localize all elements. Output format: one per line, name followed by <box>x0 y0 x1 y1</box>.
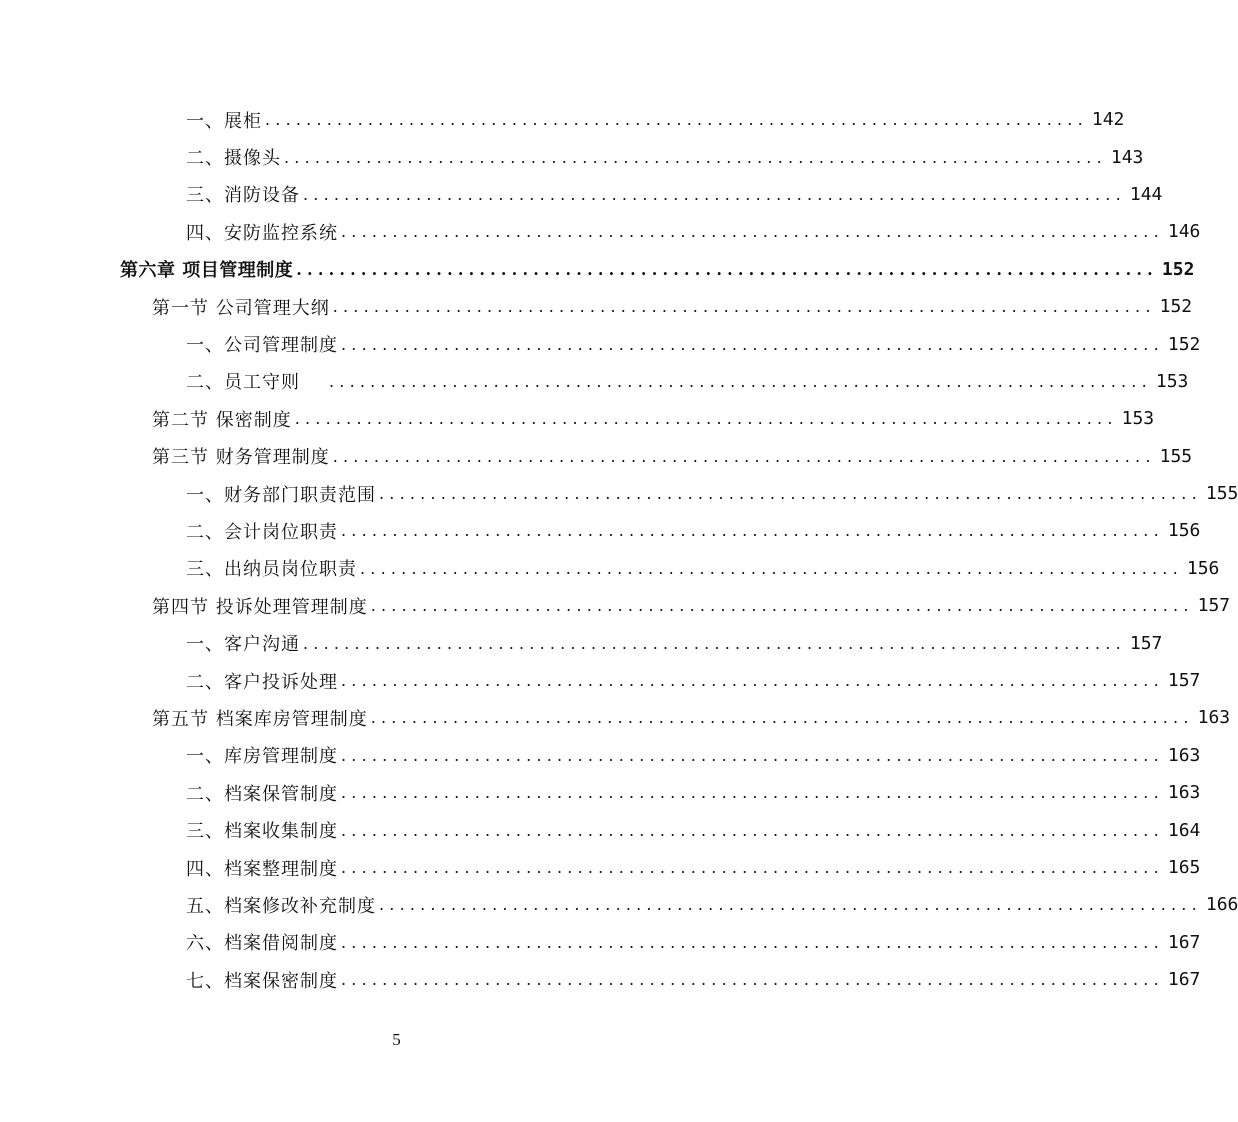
toc-entry[interactable] <box>0 849 1201 886</box>
toc-chapter-title: 第六章 项目管理制度 <box>120 260 294 282</box>
dot-leader: ................................................................................ <box>296 259 1158 279</box>
toc-entry[interactable] <box>0 138 1144 175</box>
dot-leader: ................................................................................ <box>341 521 1164 541</box>
toc-entry[interactable] <box>0 774 1201 811</box>
toc-entry-page: 167 <box>1167 931 1201 953</box>
toc-entry-page: 146 <box>1167 221 1201 243</box>
toc-entry-page: 165 <box>1167 857 1201 878</box>
toc-entry-page: 157 <box>1167 670 1201 692</box>
toc-entry[interactable] <box>0 550 1220 587</box>
toc-chapter-entry[interactable] <box>0 251 1195 288</box>
toc-entry-page: 152 <box>1167 333 1201 355</box>
dot-leader: ................................................................................ <box>370 708 1194 728</box>
toc-entry-page: 152 <box>1161 258 1195 280</box>
dot-leader: ................................................................................ <box>341 222 1164 242</box>
table-of-contents <box>0 101 1238 998</box>
toc-section-entry[interactable] <box>0 587 1231 624</box>
dot-leader: ................................................................................ <box>360 558 1183 578</box>
toc-entry-page: 163 <box>1167 744 1201 766</box>
toc-entry-title: 四、安防监控系统 <box>186 222 338 244</box>
toc-entry[interactable] <box>0 363 1189 400</box>
toc-section-title: 第四节 投诉处理管理制度 <box>152 596 368 618</box>
toc-entry-title: 七、档案保密制度 <box>186 970 338 992</box>
dot-leader: ................................................................................ <box>303 633 1126 653</box>
toc-entry-title: 二、客户投诉处理 <box>186 671 338 693</box>
toc-entry-title: 一、财务部门职责范围 <box>186 484 376 506</box>
toc-entry[interactable] <box>0 176 1163 213</box>
dot-leader: ................................................................................ <box>329 371 1152 391</box>
toc-section-entry[interactable] <box>0 699 1231 736</box>
toc-entry-page: 164 <box>1167 819 1201 841</box>
toc-section-entry[interactable] <box>0 400 1155 437</box>
dot-leader: ................................................................................ <box>332 297 1156 317</box>
dot-leader: ................................................................................ <box>370 596 1194 616</box>
toc-entry-page: 142 <box>1091 109 1125 131</box>
toc-section-title: 第五节 档案库房管理制度 <box>152 708 368 730</box>
dot-leader: ................................................................................ <box>284 147 1107 167</box>
toc-section-title: 第二节 保密制度 <box>152 409 292 431</box>
toc-entry-page: 152 <box>1159 296 1193 318</box>
toc-entry[interactable] <box>0 924 1201 961</box>
toc-entry-page: 155 <box>1159 445 1193 467</box>
toc-entry[interactable] <box>0 475 1238 512</box>
toc-entry-page: 143 <box>1110 146 1144 168</box>
toc-section-entry[interactable] <box>0 438 1193 475</box>
toc-entry[interactable] <box>0 886 1238 923</box>
toc-entry-title: 三、消防设备 <box>186 185 300 207</box>
toc-entry-title: 二、档案保管制度 <box>186 783 338 805</box>
toc-entry-page: 167 <box>1167 969 1201 991</box>
dot-leader: ................................................................................ <box>265 110 1088 130</box>
toc-entry-title: 二、摄像头 <box>186 148 281 170</box>
toc-entry[interactable] <box>0 737 1201 774</box>
toc-entry[interactable] <box>0 101 1125 138</box>
toc-entry[interactable] <box>0 961 1201 998</box>
toc-entry[interactable] <box>0 325 1201 362</box>
toc-entry-page: 144 <box>1129 183 1163 205</box>
toc-entry-title: 一、展柜 <box>186 110 262 132</box>
dot-leader: ................................................................................ <box>341 820 1164 840</box>
dot-leader: ................................................................................ <box>341 334 1164 354</box>
toc-entry-page: 163 <box>1197 707 1231 729</box>
toc-section-entry[interactable] <box>0 288 1193 325</box>
toc-entry-title: 三、档案收集制度 <box>186 821 338 843</box>
toc-entry-page: 166 <box>1205 894 1238 916</box>
toc-entry-title: 四、档案整理制度 <box>186 858 338 880</box>
toc-section-title: 第一节 公司管理大纲 <box>152 297 330 319</box>
toc-entry-page: 153 <box>1155 370 1189 392</box>
toc-section-title: 第三节 财务管理制度 <box>152 447 330 469</box>
toc-entry[interactable] <box>0 213 1201 250</box>
toc-entry-page: 155 <box>1205 483 1238 505</box>
toc-entry-page: 157 <box>1197 595 1231 617</box>
toc-entry-title: 六、档案借阅制度 <box>186 933 338 955</box>
dot-leader: ................................................................................ <box>341 783 1164 803</box>
toc-entry-page: 157 <box>1129 632 1163 654</box>
toc-entry[interactable] <box>0 811 1201 848</box>
dot-leader: ................................................................................ <box>379 484 1202 504</box>
dot-leader: ................................................................................ <box>332 446 1156 466</box>
toc-entry[interactable] <box>0 662 1201 699</box>
dot-leader: ................................................................................ <box>379 895 1202 915</box>
toc-entry[interactable] <box>0 512 1201 549</box>
toc-entry-page: 153 <box>1121 408 1155 430</box>
toc-entry-title: 二、会计岗位职责 <box>186 521 338 543</box>
toc-entry-title: 二、员工守则 <box>186 372 300 394</box>
toc-entry[interactable] <box>0 624 1163 661</box>
toc-entry-title: 一、库房管理制度 <box>186 746 338 768</box>
dot-leader: ................................................................................ <box>303 184 1126 204</box>
toc-entry-title: 一、客户沟通 <box>186 634 300 656</box>
toc-entry-title: 一、公司管理制度 <box>186 335 338 357</box>
toc-entry-title: 五、档案修改补充制度 <box>186 895 376 917</box>
toc-entry-page: 163 <box>1167 782 1201 804</box>
dot-leader: ................................................................................ <box>341 858 1164 877</box>
dot-leader: ................................................................................ <box>341 671 1164 691</box>
dot-leader: ................................................................................ <box>341 970 1164 990</box>
dot-leader: ................................................................................ <box>294 409 1118 429</box>
toc-entry-title: 三、出纳员岗位职责 <box>186 559 357 581</box>
page-number: 5 <box>392 1030 401 1049</box>
dot-leader: ................................................................................ <box>341 932 1164 952</box>
dot-leader: ................................................................................ <box>341 745 1164 765</box>
toc-entry-page: 156 <box>1167 520 1201 542</box>
toc-entry-page: 156 <box>1186 557 1220 579</box>
